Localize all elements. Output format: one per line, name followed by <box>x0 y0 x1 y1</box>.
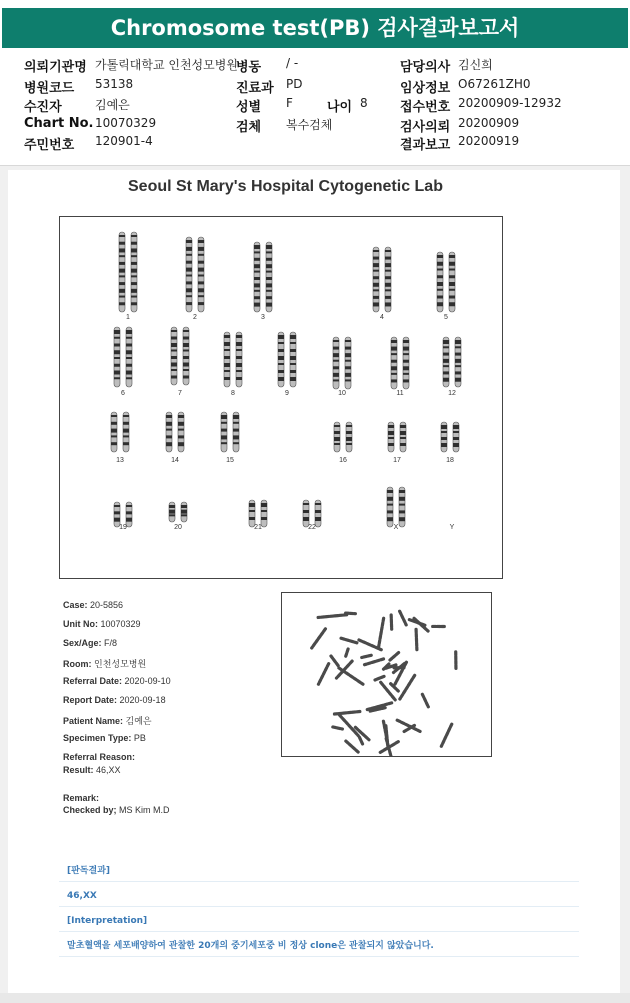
info-row-1 <box>0 56 630 74</box>
room-value: 인천성모병원 <box>94 659 147 669</box>
result-karyotype: 46,XX <box>59 885 579 907</box>
chromosome <box>400 422 406 452</box>
label-resident-no: 주민번호 <box>24 138 75 153</box>
chromosome <box>186 237 192 312</box>
chromosome <box>183 327 189 385</box>
metaphase-image <box>281 592 492 757</box>
report-date-label: Report Date: <box>63 695 118 705</box>
title-bar <box>0 0 630 50</box>
label-request-date: 검사의뢰 <box>400 120 451 135</box>
chromosome <box>119 232 125 312</box>
interpretation-heading: [Interpretation] <box>59 910 579 932</box>
chromosome <box>236 332 242 387</box>
chromosome-label: 7 <box>178 390 182 397</box>
result-label: Result: <box>63 765 94 775</box>
checked-by-value: MS Kim M.D <box>119 805 170 815</box>
metaphase-chromosome <box>318 615 347 618</box>
label-institution: 의뢰기관명 <box>24 60 87 75</box>
value-clinical-info: O67261ZH0 <box>458 77 531 91</box>
chromosome <box>261 500 267 527</box>
remark-label: Remark: <box>63 793 100 803</box>
lab-title: Seoul St Mary's Hospital Cytogenetic Lab <box>128 178 443 195</box>
report-title: Chromosome test(PB) 검사결과보고서 <box>2 8 628 48</box>
chromosome-label: 5 <box>444 314 448 321</box>
chromosome-label: 16 <box>339 457 347 464</box>
case-value: 20-5856 <box>90 600 124 610</box>
value-report-date: 20200919 <box>458 134 520 148</box>
chromosome <box>181 502 187 522</box>
footer-bar <box>0 993 630 1003</box>
value-age: 8 <box>360 96 368 110</box>
label-receipt-no: 접수번호 <box>400 100 451 115</box>
chromosome-label: X <box>393 524 399 531</box>
specimen-type-label: Specimen Type: <box>63 733 132 743</box>
label-doctor: 담당의사 <box>400 60 451 75</box>
chromosome-label: 13 <box>116 457 124 464</box>
metaphase-chromosome <box>318 664 328 685</box>
case-label: Case: <box>63 600 88 610</box>
chromosome-label: 6 <box>121 390 125 397</box>
chromosome <box>126 327 132 387</box>
sexage-value: F/8 <box>104 638 118 648</box>
chromosome-label: 3 <box>261 314 265 321</box>
chromosome <box>114 327 120 387</box>
value-hospital-code: 53138 <box>95 77 134 91</box>
metaphase-chromosome <box>345 649 348 657</box>
metaphase-chromosome <box>379 618 384 647</box>
label-report-date: 결과보고 <box>400 138 451 153</box>
info-row-4 <box>0 116 630 134</box>
chromosome <box>123 412 129 452</box>
chromosome-label: 22 <box>308 524 316 531</box>
chromosome-label: 2 <box>193 314 197 321</box>
chromosome <box>391 337 397 389</box>
result-value: 46,XX <box>96 765 121 775</box>
chromosome-label: 4 <box>380 314 384 321</box>
chromosome <box>345 337 351 389</box>
metaphase-chromosome <box>375 676 384 680</box>
chromosome <box>233 412 239 452</box>
metaphase-chromosome <box>441 724 451 746</box>
chromosome <box>171 327 177 385</box>
report-date-value: 2020-09-18 <box>119 695 166 705</box>
metaphase-chromosome <box>312 629 326 648</box>
label-clinical-info: 임상정보 <box>400 81 451 96</box>
metaphase-chromosome <box>391 615 392 629</box>
label-ward: 병동 <box>236 60 262 75</box>
value-institution: 가톨릭대학교 인천성모병원 <box>95 58 238 72</box>
metaphase-chromosome <box>362 655 371 657</box>
chromosome <box>455 337 461 387</box>
chromosome <box>388 422 394 452</box>
chromosome <box>111 412 117 452</box>
chromosome-label: 9 <box>285 390 289 397</box>
info-row-5 <box>0 134 630 152</box>
chromosome-label: 19 <box>119 524 127 531</box>
chromosome <box>437 252 443 312</box>
chromosome-label: Y <box>449 524 455 531</box>
value-resident-no: 120901-4 <box>95 134 153 148</box>
metaphase-chromosome <box>341 638 358 643</box>
chromosome <box>198 237 204 312</box>
chromosome-label: 10 <box>338 390 346 397</box>
value-specimen: 복수검체 <box>286 118 333 132</box>
sexage-label: Sex/Age: <box>63 638 102 648</box>
room-label: Room: <box>63 659 92 669</box>
value-request-date: 20200909 <box>458 116 520 130</box>
patient-name-label: Patient Name: <box>63 716 124 726</box>
patient-name-value: 김예은 <box>125 716 152 726</box>
chromosome <box>303 500 309 527</box>
chromosome <box>453 422 459 452</box>
metaphase-spread <box>282 593 491 756</box>
chromosome <box>399 487 405 527</box>
chromosome-label: 15 <box>226 457 234 464</box>
chromosome <box>266 242 272 312</box>
chromosome-label: 21 <box>254 524 262 531</box>
metaphase-chromosome <box>365 659 384 665</box>
referral-date-label: Referral Date: <box>63 676 123 686</box>
value-patient: 김예은 <box>95 98 130 112</box>
chromosome <box>224 332 230 387</box>
chromosome <box>249 500 255 527</box>
unit-label: Unit No: <box>63 619 98 629</box>
chromosome-label: 20 <box>174 524 182 531</box>
karyotype-image <box>59 216 503 579</box>
metaphase-chromosome <box>390 653 399 660</box>
chromosome-label: 1 <box>126 314 130 321</box>
label-hospital-code: 병원코드 <box>24 81 75 96</box>
info-row-2 <box>0 77 630 95</box>
chromosome <box>443 337 449 387</box>
value-department: PD <box>286 77 303 91</box>
chromosome <box>278 332 284 387</box>
referral-date-value: 2020-09-10 <box>124 676 171 686</box>
chromosome <box>254 242 260 312</box>
label-age: 나이 <box>327 100 353 115</box>
metaphase-chromosome <box>331 656 339 666</box>
chromosome <box>373 247 379 312</box>
result-heading: [판독결과] <box>59 860 579 882</box>
chromosome <box>403 337 409 389</box>
chromosome <box>169 502 175 522</box>
value-chart-no: 10070329 <box>95 116 157 130</box>
chromosome <box>315 500 321 527</box>
cytogenetic-report <box>8 170 620 993</box>
metaphase-chromosome <box>400 611 407 625</box>
metaphase-chromosome <box>422 694 428 707</box>
karyogram <box>60 217 502 578</box>
chromosome <box>290 332 296 387</box>
interpretation-text: 말초혈액을 세포배양하여 관찰한 20개의 중기세포중 비 정상 clone은 관찰되지 않았습니다. <box>59 935 579 957</box>
referral-reason-label: Referral Reason: <box>63 752 136 762</box>
chromosome <box>334 422 340 452</box>
checked-by-label: Checked by; <box>63 805 117 815</box>
label-patient: 수진자 <box>24 100 62 115</box>
metaphase-chromosome <box>400 675 415 699</box>
chromosome-label: 18 <box>446 457 454 464</box>
value-ward: / - <box>286 56 299 70</box>
specimen-type-value: PB <box>133 733 146 743</box>
patient-info-panel <box>0 50 630 166</box>
chromosome <box>166 412 172 452</box>
chromosome-label: 11 <box>396 390 404 397</box>
metaphase-chromosome <box>340 715 359 735</box>
chromosome <box>221 412 227 452</box>
value-receipt-no: 20200909-12932 <box>458 96 562 110</box>
metaphase-chromosome <box>416 629 417 649</box>
label-chart-no: Chart No. <box>24 116 94 131</box>
unit-value: 10070329 <box>100 619 141 629</box>
label-specimen: 검체 <box>236 120 262 135</box>
label-sex: 성별 <box>236 100 262 115</box>
metaphase-chromosome <box>346 741 359 753</box>
chromosome <box>441 422 447 452</box>
label-department: 진료과 <box>236 81 274 96</box>
metaphase-chromosome <box>346 613 356 614</box>
chromosome <box>387 487 393 527</box>
metaphase-chromosome <box>359 737 362 744</box>
chromosome <box>346 422 352 452</box>
chromosome <box>178 412 184 452</box>
chromosome-label: 8 <box>231 390 235 397</box>
value-doctor: 김신희 <box>458 58 493 72</box>
chromosome-label: 14 <box>171 457 179 464</box>
info-row-3 <box>0 96 630 114</box>
value-sex: F <box>286 96 293 110</box>
chromosome <box>449 252 455 312</box>
chromosome <box>131 232 137 312</box>
chromosome <box>385 247 391 312</box>
chromosome <box>333 337 339 389</box>
metaphase-chromosome <box>333 727 343 729</box>
chromosome-label: 17 <box>393 457 401 464</box>
metaphase-chromosome <box>333 711 360 714</box>
chromosome-label: 12 <box>448 390 456 397</box>
